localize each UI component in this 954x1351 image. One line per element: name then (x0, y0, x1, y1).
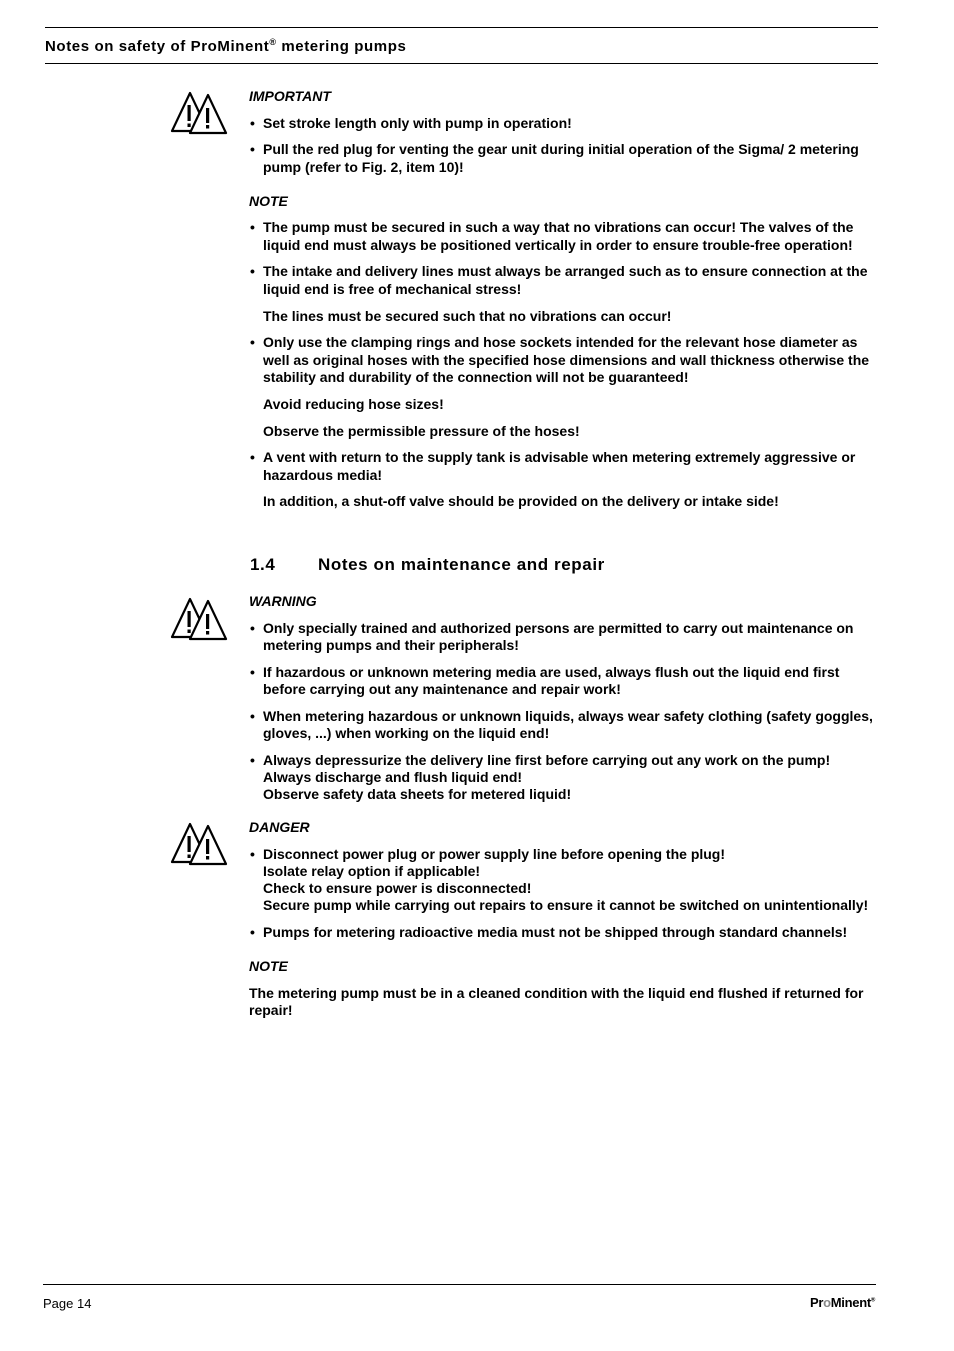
list-item: • Set stroke length only with pump in operation! (249, 115, 879, 132)
warning-triangle-icon (170, 821, 228, 867)
brand-logo: ProMinent® (809, 1295, 875, 1310)
important-label: IMPORTANT (249, 88, 331, 104)
warning-block (249, 593, 879, 804)
list-item: • Only use the clamping rings and hose sockets intended for the relevant hose diameter as well as original hoses with the specified hose dimensions and wall thickness otherwise the stability and durability of the connection will not be guaranteed! (249, 334, 879, 386)
page-number: Page 14 (43, 1296, 92, 1311)
list-item: • If hazardous or unknown metering media are used, always flush out the liquid end first before carrying out any maintenance and repair work! (249, 664, 879, 699)
section-title: Notes on maintenance and repair (318, 555, 605, 574)
list-item: • Disconnect power plug or power supply line before opening the plug! Isolate relay option if applicable! Check to ensure power is disconnected! Secure pump while carrying out repairs to ensure it cannot be switched on unintentionally! (249, 846, 879, 915)
section-number: 1.4 (250, 555, 276, 574)
list-item-continuation: In addition, a shut-off valve should be provided on the delivery or intake side! (263, 493, 779, 510)
section-heading (250, 555, 605, 575)
note-label: NOTE (249, 958, 288, 975)
list-item: • A vent with return to the supply tank is advisable when metering extremely aggressive or hazardous media! (249, 449, 879, 484)
list-item: • Always depressurize the delivery line first before carrying out any work on the pump! Always discharge and flush liquid end! Observe safety data sheets for metered liquid! (249, 752, 879, 804)
list-item: • When metering hazardous or unknown liquids, always wear safety clothing (safety goggles, gloves, ...) when working on the liquid end! (249, 708, 879, 743)
warning-triangle-icon (170, 596, 228, 642)
danger-label: DANGER (249, 819, 310, 835)
list-item: • Pumps for metering radioactive media must not be shipped through standard channels! (249, 924, 879, 941)
note-text: The metering pump must be in a cleaned condition with the liquid end flushed if returned for repair! (249, 984, 864, 1019)
warning-triangle-icon (170, 90, 228, 136)
header-bottom-rule (45, 63, 878, 64)
header-top-rule (45, 27, 878, 28)
page-header-title: Notes on safety of ProMinent® metering pumps (45, 37, 407, 55)
list-item-continuation: Observe the permissible pressure of the hoses! (263, 422, 580, 439)
important-note-block (249, 88, 879, 511)
list-item-continuation: Avoid reducing hose sizes! (263, 395, 444, 412)
footer-rule (43, 1284, 876, 1285)
list-item: • The intake and delivery lines must always be arranged such as to ensure connection at the liquid end is free of mechanical stress! (249, 263, 879, 298)
warning-label: WARNING (249, 593, 317, 609)
list-item: • The pump must be secured in such a way that no vibrations can occur! The valves of the liquid end must always be positioned vertically in order to ensure trouble-free operation! (249, 219, 879, 254)
danger-block (249, 819, 879, 1020)
note-label: NOTE (249, 192, 288, 209)
list-item: • Pull the red plug for venting the gear unit during initial operation of the Sigma/ 2 metering pump (refer to Fig. 2, item 10)! (249, 141, 879, 176)
list-item: • Only specially trained and authorized persons are permitted to carry out maintenance on metering pumps and their peripherals! (249, 620, 879, 655)
list-item-continuation: The lines must be secured such that no vibrations can occur! (263, 307, 672, 324)
